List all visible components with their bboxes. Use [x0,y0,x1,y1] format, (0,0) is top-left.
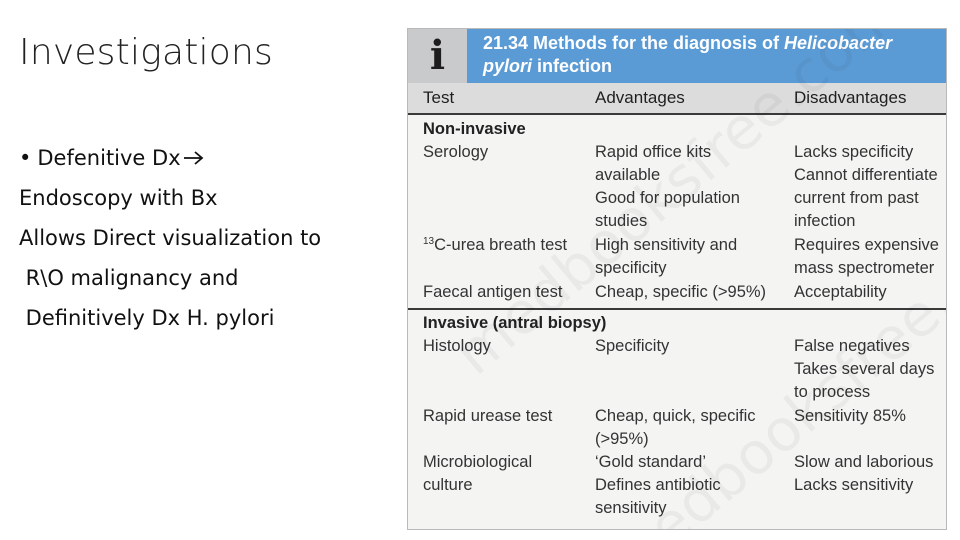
row-culture-advantages: ‘Gold standard’ Defines antibiotic sensitivity [595,453,721,517]
bullet-text: Defenitive Dx [37,146,181,170]
row-rapid-urease-advantages: Cheap, quick, specific (>95%) [595,407,756,448]
row-rapid-urease-disadvantages: Sensitivity 85% [794,407,906,425]
section-heading-invasive: Invasive (antral biopsy) [423,314,607,332]
row-breath-test-disadvantages: Requires expensive mass spectrometer [794,236,939,277]
figure-title: 21.34 Methods for the diagnosis of Helicobacter pylori infection [483,33,893,76]
right-arrow-icon [183,138,205,178]
row-faecal-antigen-disadvantages: Acceptability [794,283,887,301]
row-histology-disadvantages: False negatives Takes several days to process [794,337,935,401]
column-header-row [408,83,946,113]
figure-header [408,29,946,83]
column-header-test: Test [423,88,455,107]
row-faecal-antigen-test: Faecal antigen test [423,283,563,301]
row-serology-disadvantages: Lacks specificity Cannot differentiate current from past infection [794,143,938,230]
section-divider [408,308,946,310]
row-histology-test: Histology [423,337,491,355]
slide-title: Investigations [19,32,273,73]
slide-body [19,138,399,338]
header-divider [408,113,946,115]
row-rapid-urease-test: Rapid urease test [423,407,553,425]
row-serology-advantages: Rapid office kits available Good for population studies [595,143,740,230]
row-culture-test: Microbiological culture [423,453,533,494]
bullet-line [19,138,399,178]
row-serology-test: Serology [423,143,489,161]
body-line-3: R\O malignancy and [19,266,239,290]
row-breath-test-advantages: High sensitivity and specificity [595,236,738,277]
column-header-disadvantages: Disadvantages [794,88,907,107]
body-line-2: Allows Direct visualization to [19,226,322,250]
diagnosis-methods-table-figure [407,28,947,530]
row-histology-advantages: Specificity [595,337,670,355]
row-faecal-antigen-advantages: Cheap, specific (>95%) [595,283,767,301]
row-culture-disadvantages: Slow and laborious Lacks sensitivity [794,453,934,494]
column-header-advantages: Advantages [595,88,685,107]
body-line-1: Endoscopy with Bx [19,186,218,210]
bullet-icon: • [19,146,32,170]
section-heading-non-invasive: Non-invasive [423,120,526,138]
body-line-4: Definitively Dx H. pylori [19,306,275,330]
row-breath-test-test: $^{13}$C-urea breath test [423,236,568,254]
info-icon: i [408,29,467,83]
